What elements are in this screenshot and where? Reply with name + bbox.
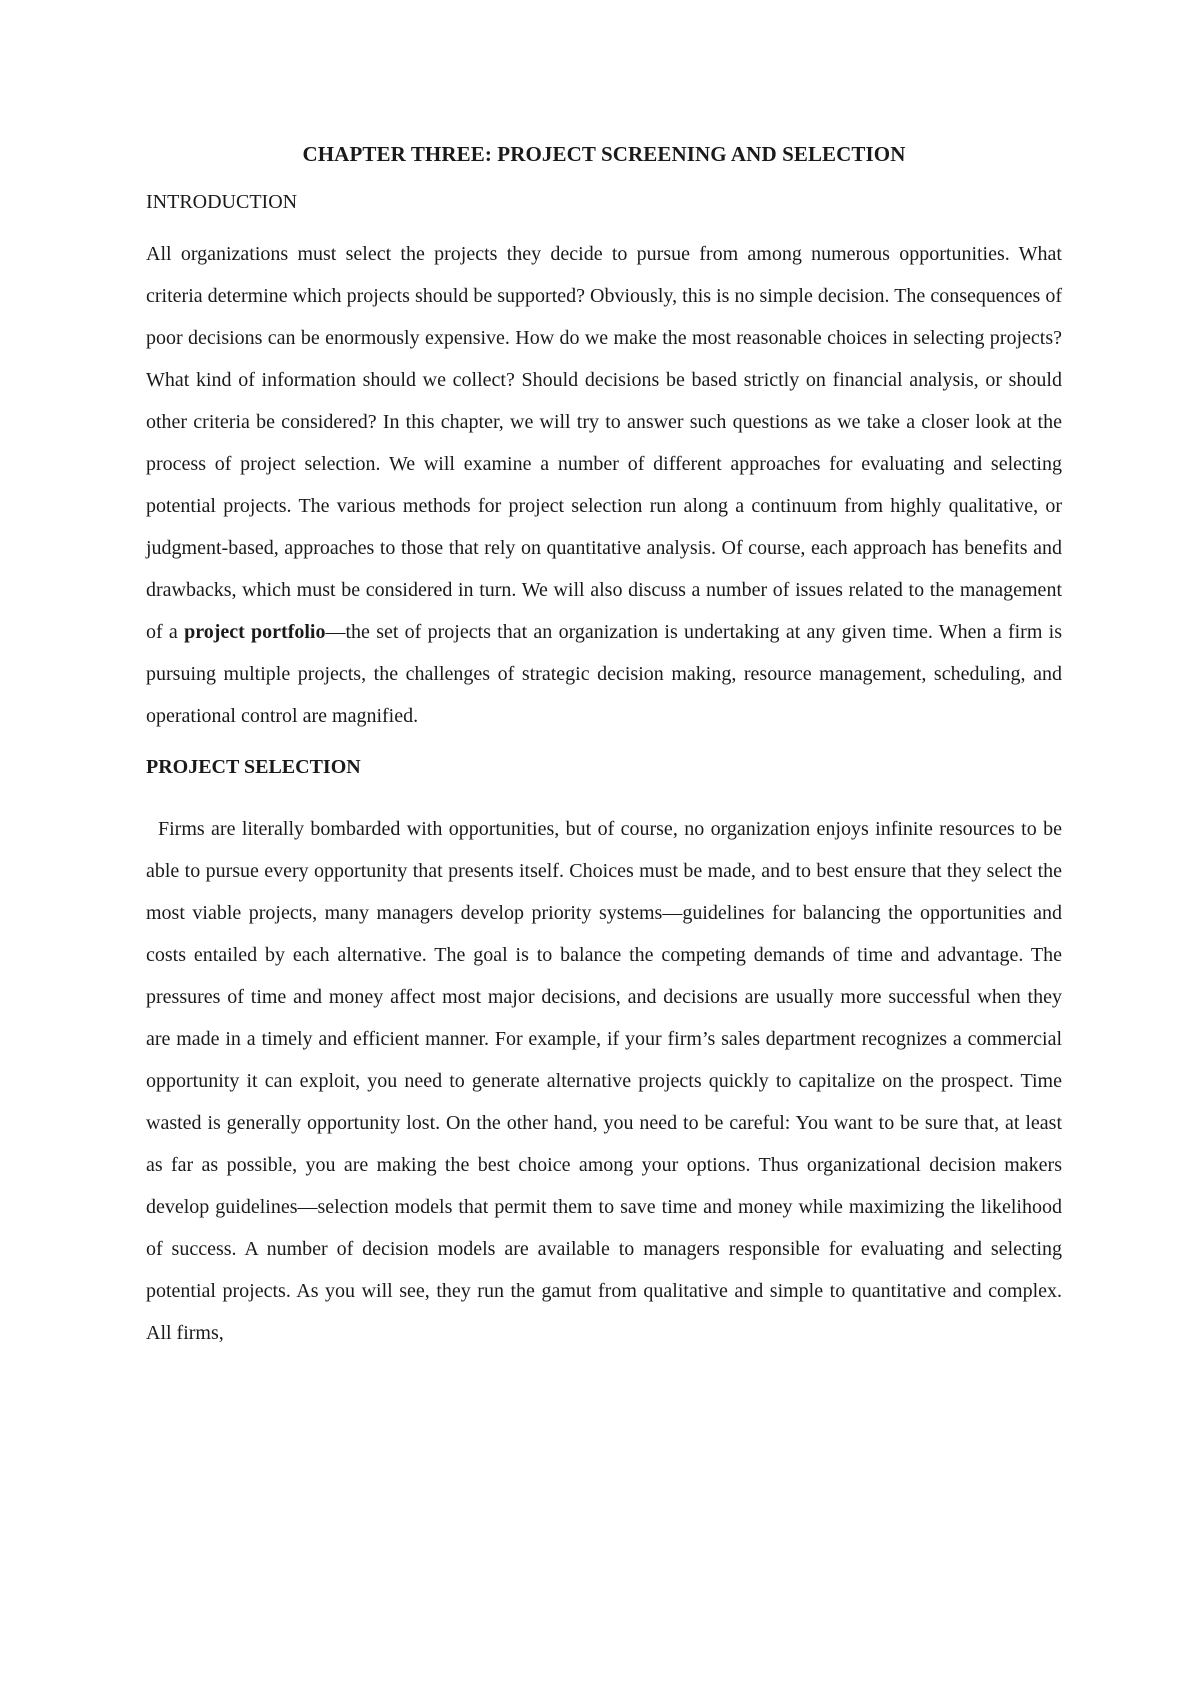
project-portfolio-term: project portfolio: [184, 621, 326, 643]
project-selection-paragraph: Firms are literally bombarded with opportunities, but of course, no organization enjoys infinite resources to be able to pursue every opportunity that presents itself. Choices must be made, and to best ensure that they select the most viable projects, many managers develop priority systems—guidelines for balancing the opportunities and costs entailed by each alternative. The goal is to balance the competing demands of time and advantage. The pressures of time and money affect most major decisions, and decisions are usually more successful when they are made in a timely and efficient manner. For example, if your firm’s sales department recognizes a commercial opportunity it can exploit, you need to generate alternative projects quickly to capitalize on the prospect. Time wasted is generally opportunity lost. On the other hand, you need to be careful: You want to be sure that, at least as far as possible, you are making the best choice among your options. Thus organizational decision makers develop guidelines—selection models that permit them to save time and money while maximizing the likelihood of success. A number of decision models are available to managers responsible for evaluating and selecting potential projects. As you will see, they run the gamut from qualitative and simple to quantitative and complex. All firms,: [146, 818, 1062, 1344]
introduction-heading: INTRODUCTION: [146, 191, 298, 213]
chapter-title: CHAPTER THREE: PROJECT SCREENING AND SELECTION: [302, 142, 906, 166]
introduction-text-end: —the set of projects that an organization is undertaking at any given time. When a firm is pursuing multiple projects, the challenges of strategic decision making, resource management, scheduling, and operational control are magnified.: [146, 621, 1062, 727]
project-selection-heading: PROJECT SELECTION: [146, 756, 361, 778]
introduction-paragraph: [146, 233, 1062, 737]
document-page: [146, 140, 1062, 1370]
introduction-text-start: All organizations must select the projects they decide to pursue from among numerous opportunities. What criteria determine which projects should be supported? Obviously, this is no simple decision. The consequences of poor decisions can be enormously expensive. How do we make the most reasonable choices in selecting projects? What kind of information should we collect? Should decisions be based strictly on financial analysis, or should other criteria be considered? In this chapter, we will try to answer such questions as we take a closer look at the process of project selection. We will examine a number of different approaches for evaluating and selecting potential projects. The various methods for project selection run along a continuum from highly qualitative, or judgment-based, approaches to those that rely on quantitative analysis. Of course, each approach has benefits and drawbacks, which must be considered in turn. We will also discuss a number of issues related to the management of a: [146, 243, 1062, 643]
